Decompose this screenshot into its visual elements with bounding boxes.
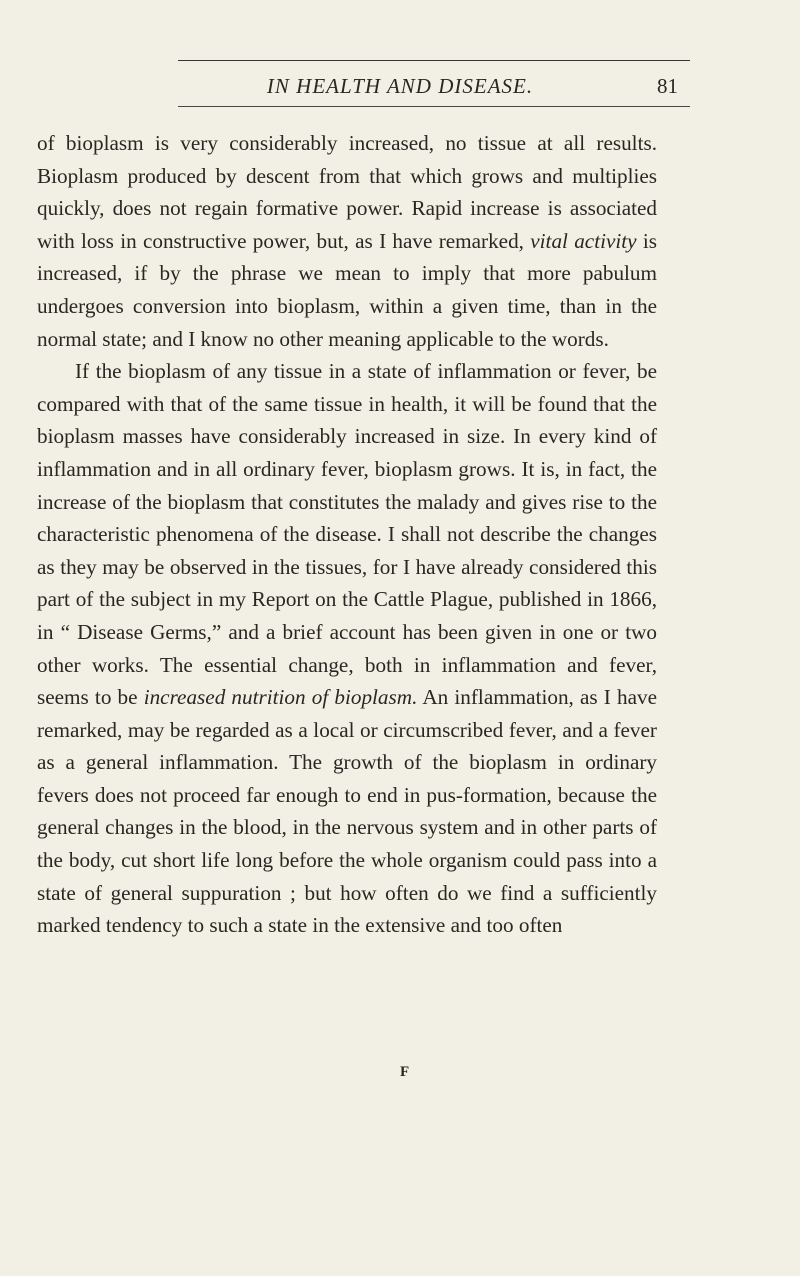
top-rule [178, 60, 690, 61]
paragraph-2-text-a: If the bioplasm of any tissue in a state of inflammation or fever, be compared with that of the same tissue in health, it will be found that the bioplasm masses have considerably increased in size. In every kind of inflammation and in all ordinary fever, bioplasm grows. It is, in fact, the increase of the bioplasm that constitutes the malady and gives rise to the characteristic phenomena of the disease. I shall not describe the changes as they may be observed in the tissues, for I have already considered this part of the subject in my Report on the Cattle Plague, published in 1866, in “ Disease Germs,” and a brief account has been given in one or two other works. The essential change, both in inflammation and fever, seems to be [37, 359, 657, 710]
signature-mark: F [400, 1064, 410, 1080]
running-title: IN HEALTH AND DISEASE. [266, 74, 534, 98]
paragraph-1-text-a: of bioplasm is very considerably increased, no tissue at all results. Bioplasm produced by descent from that which grows and multiplies quickly, does not regain formative power. Rapid increase is associated with loss in constructive power, but, as I have remarked, [37, 131, 657, 253]
paragraph-1-emphasis: vital activity [530, 228, 637, 253]
body-text [37, 127, 657, 942]
paragraph-1 [37, 127, 657, 355]
page-number: 81 [657, 74, 678, 98]
running-head [0, 74, 800, 104]
paragraph-2-text-b: An inflammation, as I have remarked, may be regarded as a local or circumscribed fever, and a fever as a general inflammation. The growth of the bioplasm in ordinary fevers does not proceed far enough to end in pus-formation, because the general changes in the blood, in the nervous system and in other parts of the body, cut short life long before the whole organism could pass into a state of general suppuration ; but how often do we find a sufficiently marked tendency to such a state in the extensive and too often [37, 685, 657, 938]
paragraph-2-emphasis: increased nutrition of bioplasm. [143, 685, 418, 710]
paragraph-1-text-b: is increased, if by the phrase we mean to imply that more pabulum undergoes conversion into bioplasm, within a given time, than in the normal state; and I know no other meaning applicable to the words. [37, 228, 657, 351]
paragraph-2 [37, 355, 657, 942]
head-rule [178, 106, 690, 107]
